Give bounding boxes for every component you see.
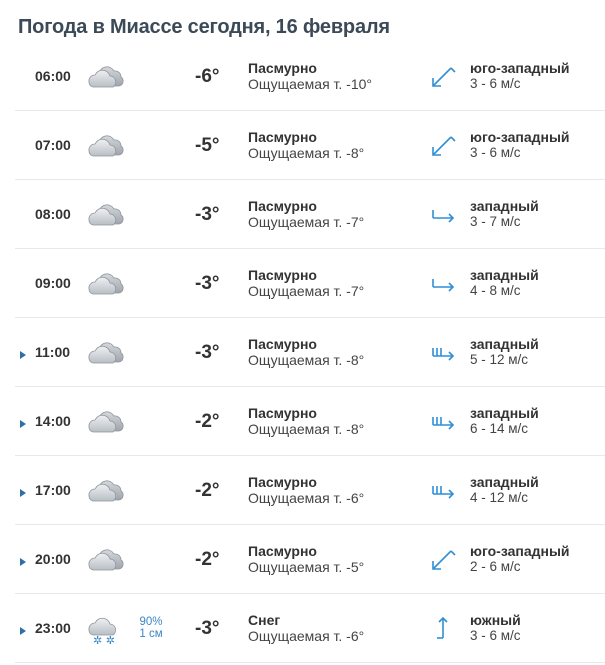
forecast-row bbox=[15, 111, 605, 180]
wind-west-strong-icon bbox=[429, 407, 457, 435]
forecast-time: 17:00 bbox=[35, 482, 71, 498]
condition-text: Пасмурно bbox=[248, 129, 317, 145]
temperature: -5° bbox=[195, 135, 220, 156]
feels-like-text: Ощущаемая т. -10° bbox=[248, 76, 373, 92]
condition-text: Пасмурно bbox=[248, 267, 317, 283]
temperature: -2° bbox=[195, 480, 220, 501]
forecast-row[interactable] bbox=[15, 387, 605, 456]
condition-text: Снег bbox=[248, 612, 281, 628]
wind-speed: 3 - 6 м/с bbox=[470, 628, 521, 643]
forecast-time: 06:00 bbox=[35, 68, 71, 84]
wind-speed: 4 - 8 м/с bbox=[470, 283, 521, 298]
feels-like-text: Ощущаемая т. -7° bbox=[248, 214, 365, 230]
snow-icon bbox=[85, 610, 125, 644]
wind-west-icon bbox=[429, 269, 457, 297]
wind-speed: 3 - 7 м/с bbox=[470, 214, 521, 229]
precipitation-probability: 90% bbox=[139, 616, 163, 628]
forecast-row[interactable] bbox=[15, 594, 605, 663]
wind-speed: 3 - 6 м/с bbox=[470, 76, 521, 91]
forecast-time: 23:00 bbox=[35, 620, 71, 636]
forecast-time: 09:00 bbox=[35, 275, 71, 291]
hourly-forecast-list bbox=[0, 42, 605, 663]
wind-southwest-icon bbox=[429, 545, 457, 573]
wind-direction: западный bbox=[470, 267, 539, 283]
condition-text: Пасмурно bbox=[248, 474, 317, 490]
cloudy-icon bbox=[85, 58, 125, 92]
condition-text: Пасмурно bbox=[248, 405, 317, 421]
feels-like-text: Ощущаемая т. -7° bbox=[248, 283, 365, 299]
wind-south-icon bbox=[429, 614, 457, 642]
forecast-row[interactable] bbox=[15, 525, 605, 594]
wind-direction: западный bbox=[470, 198, 539, 214]
cloudy-icon bbox=[85, 541, 125, 575]
temperature: -3° bbox=[195, 618, 220, 639]
cloudy-icon bbox=[85, 265, 125, 299]
wind-west-strong-icon bbox=[429, 338, 457, 366]
temperature: -2° bbox=[195, 549, 220, 570]
feels-like-text: Ощущаемая т. -6° bbox=[248, 490, 365, 506]
expand-arrow-icon[interactable] bbox=[20, 558, 26, 566]
wind-speed: 6 - 14 м/с bbox=[470, 421, 529, 436]
wind-direction: юго-западный bbox=[470, 60, 570, 76]
temperature: -3° bbox=[195, 204, 220, 225]
wind-speed: 4 - 12 м/с bbox=[470, 490, 529, 505]
condition-text: Пасмурно bbox=[248, 543, 317, 559]
temperature: -6° bbox=[195, 66, 220, 87]
forecast-time: 14:00 bbox=[35, 413, 71, 429]
forecast-time: 20:00 bbox=[35, 551, 71, 567]
temperature: -3° bbox=[195, 273, 220, 294]
precipitation-amount: 1 см bbox=[139, 628, 163, 640]
forecast-time: 11:00 bbox=[35, 344, 71, 360]
wind-southwest-icon bbox=[429, 131, 457, 159]
expand-arrow-icon[interactable] bbox=[20, 489, 26, 497]
wind-speed: 2 - 6 м/с bbox=[470, 559, 521, 574]
condition-text: Пасмурно bbox=[248, 198, 317, 214]
svg-text:✲ ✲: ✲ ✲ bbox=[93, 634, 115, 644]
wind-direction: юго-западный bbox=[470, 129, 570, 145]
cloudy-icon bbox=[85, 196, 125, 230]
forecast-time: 08:00 bbox=[35, 206, 71, 222]
cloudy-icon bbox=[85, 127, 125, 161]
temperature: -2° bbox=[195, 411, 220, 432]
forecast-time: 07:00 bbox=[35, 137, 71, 153]
condition-text: Пасмурно bbox=[248, 60, 317, 76]
expand-arrow-icon[interactable] bbox=[20, 627, 26, 635]
wind-direction: западный bbox=[470, 474, 539, 490]
wind-speed: 5 - 12 м/с bbox=[470, 352, 529, 367]
cloudy-icon bbox=[85, 472, 125, 506]
forecast-row bbox=[15, 180, 605, 249]
wind-direction: западный bbox=[470, 405, 539, 421]
feels-like-text: Ощущаемая т. -8° bbox=[248, 421, 365, 437]
page-title: Погода в Миассе сегодня, 16 февраля bbox=[18, 16, 390, 38]
forecast-row bbox=[15, 249, 605, 318]
condition-text: Пасмурно bbox=[248, 336, 317, 352]
expand-arrow-icon[interactable] bbox=[20, 420, 26, 428]
precipitation-info bbox=[134, 616, 168, 640]
wind-direction: юго-западный bbox=[470, 543, 570, 559]
expand-arrow-icon[interactable] bbox=[20, 351, 26, 359]
wind-direction: южный bbox=[470, 612, 521, 628]
wind-southwest-icon bbox=[429, 62, 457, 90]
wind-direction: западный bbox=[470, 336, 539, 352]
temperature: -3° bbox=[195, 342, 220, 363]
feels-like-text: Ощущаемая т. -5° bbox=[248, 559, 365, 575]
wind-west-strong-icon bbox=[429, 476, 457, 504]
wind-speed: 3 - 6 м/с bbox=[470, 145, 521, 160]
feels-like-text: Ощущаемая т. -6° bbox=[248, 628, 365, 644]
cloudy-icon bbox=[85, 334, 125, 368]
forecast-row[interactable] bbox=[15, 318, 605, 387]
forecast-row[interactable] bbox=[15, 456, 605, 525]
cloudy-icon bbox=[85, 403, 125, 437]
wind-west-icon bbox=[429, 200, 457, 228]
feels-like-text: Ощущаемая т. -8° bbox=[248, 145, 365, 161]
feels-like-text: Ощущаемая т. -8° bbox=[248, 352, 365, 368]
forecast-row bbox=[15, 42, 605, 111]
